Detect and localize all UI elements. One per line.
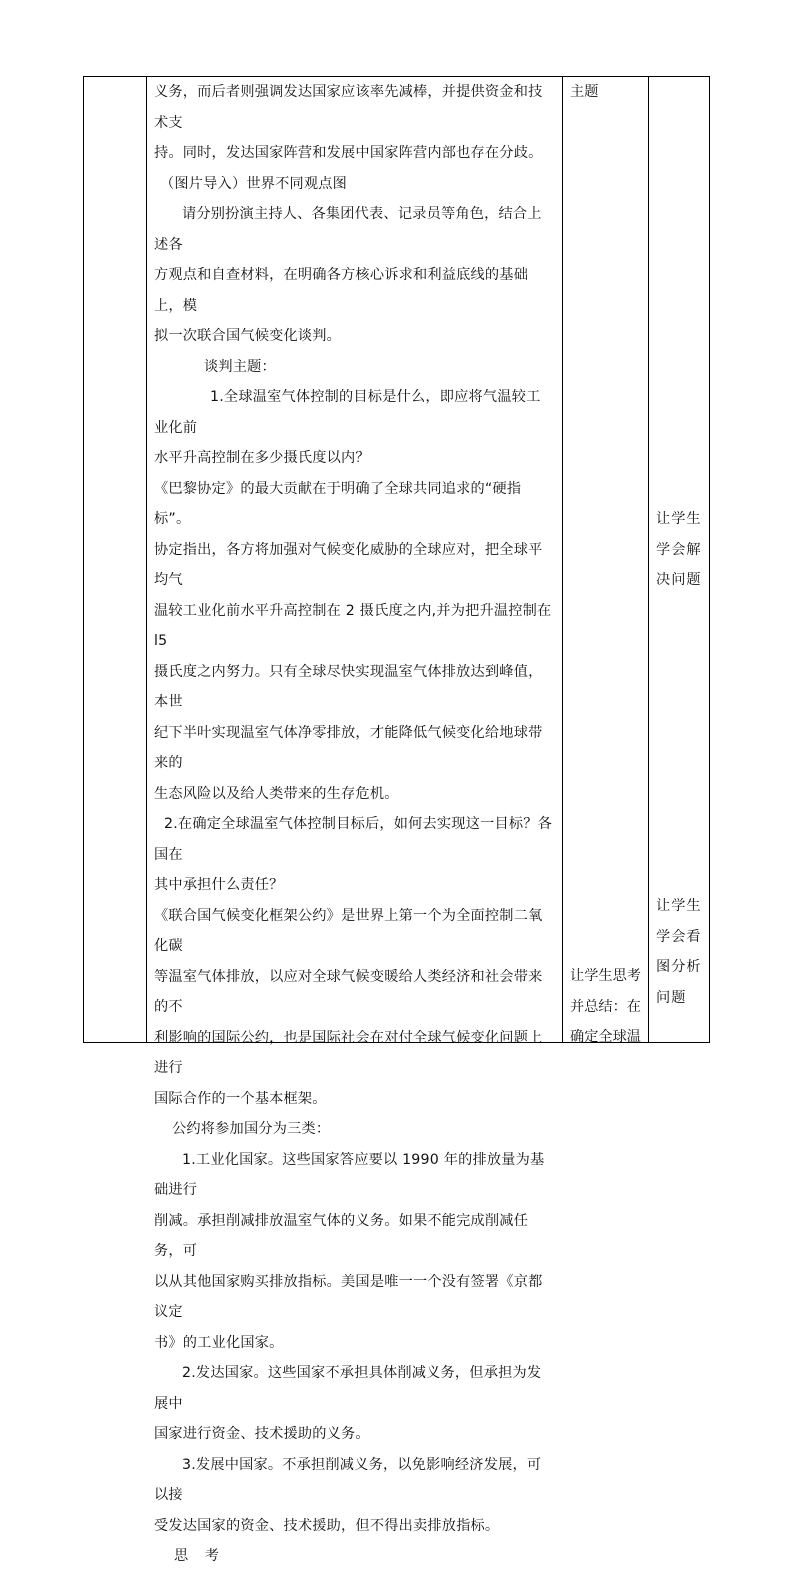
text-line: 书》的工业化国家。 — [154, 1334, 284, 1351]
intent-text: 让学生思考 — [570, 968, 641, 984]
design-intent-cell-top — [562, 77, 648, 108]
lesson-table — [83, 76, 710, 1564]
text-line: 其中承担什么责任？ — [154, 877, 284, 893]
intent-text: 并总结：在 — [570, 998, 641, 1015]
text-line: 水平升高控制在多少摄氏度以内？ — [154, 450, 370, 466]
intent-text: 确定全球温 — [570, 1029, 641, 1045]
purpose-text: 让学生 — [656, 898, 702, 914]
text-line: 3.发展中国家。不承担削减义务，以免影响经济发展，可以接 — [154, 1456, 542, 1503]
text-line: 持。同时，发达国家阵营和发展中国家阵营内部也存在分歧。 — [154, 145, 543, 161]
text-line: 1.全球温室气体控制的目标是什么，即应将气温较工业化前 — [154, 389, 541, 436]
purpose-text: 决问题 — [656, 572, 702, 588]
text-line: 国家进行资金、技术援助的义务。 — [154, 1426, 370, 1442]
text-line: 《巴黎协定》的最大贡献在于明确了全球共同追求的“硬指标”。 — [154, 480, 522, 527]
text-line: 《联合国气候变化框架公约》是世界上第一个为全面控制二氧化碳 — [154, 907, 543, 954]
text-line: 等温室气体排放，以应对全球气候变暖给人类经济和社会带来的不 — [154, 968, 543, 1015]
text-line: 协定指出，各方将加强对气候变化威胁的全球应对，把全球平均气 — [154, 541, 543, 588]
teaching-content-cell — [146, 77, 562, 1564]
purpose-note-1 — [648, 504, 710, 596]
design-intent-cell-bottom — [562, 961, 648, 1053]
text-line: 国际合作的一个基本框架。 — [154, 1090, 327, 1107]
text-line: 摄氏度之内努力。只有全球尽快实现温室气体排放达到峰值，本世 — [154, 663, 543, 710]
text-line: 生态风险以及给人类带来的生存危机。 — [154, 785, 399, 802]
intent-text: 主题 — [570, 84, 599, 100]
text-line: 思 考 — [174, 1548, 225, 1564]
text-line: 2.发达国家。这些国家不承担具体削减义务，但承担为发展中 — [154, 1365, 542, 1412]
purpose-text: 问题 — [656, 989, 687, 1006]
text-line: 1.工业化国家。这些国家答应要以 1990 年的排放量为基础进行 — [154, 1151, 545, 1198]
text-line: 受发达国家的资金、技术援助，但不得出卖排放指标。 — [154, 1517, 500, 1534]
purpose-text: 让学生 — [656, 511, 702, 527]
text-line: 利影响的国际公约，也是国际社会在对付全球气候变化问题上进行 — [154, 1029, 543, 1076]
purpose-text: 图分析 — [656, 959, 702, 975]
purpose-note-2 — [648, 891, 710, 1013]
text-line: 拟一次联合国气候变化谈判。 — [154, 328, 342, 344]
purpose-text: 学会解 — [656, 541, 702, 558]
text-line: 以从其他国家购买排放指标。美国是唯一一个没有签署《京都议定 — [154, 1273, 543, 1320]
text-line: 方观点和自查材料，在明确各方核心诉求和利益底线的基础上，模 — [154, 267, 529, 314]
text-line: 义务，而后者则强调发达国家应该率先减棒，并提供资金和技术支 — [154, 84, 543, 131]
text-line: （图片导入）世界不同观点图 — [160, 175, 348, 192]
text-line: 谈判主题： — [204, 358, 276, 375]
text-line: 公约将参加国分为三类： — [172, 1121, 331, 1137]
text-line: 请分别扮演主持人、各集团代表、记录员等角色，结合上述各 — [154, 206, 542, 253]
text-line: 纪下半叶实现温室气体净零排放，才能降低气候变化给地球带来的 — [154, 724, 543, 771]
text-line: 削减。承担削减排放温室气体的义务。如果不能完成削减任务，可 — [154, 1212, 529, 1259]
column-divider — [562, 77, 563, 1042]
text-line: 温较工业化前水平升高控制在 2 摄氏度之内,并为把升温控制在 l5 — [154, 602, 552, 649]
text-line: 2.在确定全球温室气体控制目标后，如何去实现这一目标？各国在 — [154, 816, 553, 863]
purpose-text: 学会看 — [656, 928, 702, 945]
